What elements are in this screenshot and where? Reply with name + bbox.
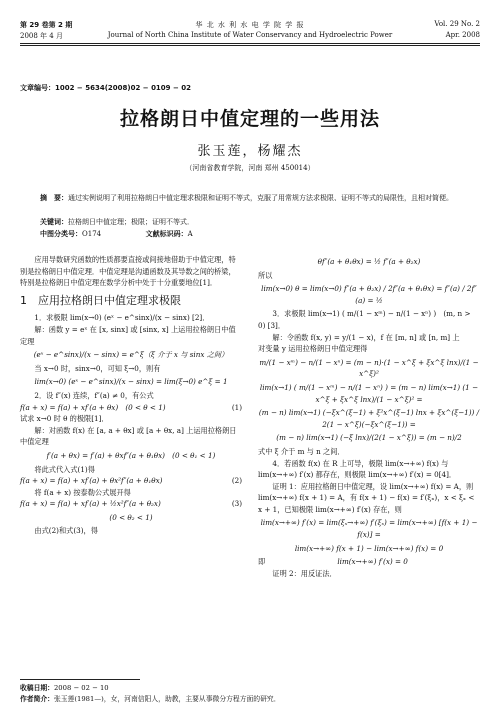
equation-proof-step-2: lim(x→+∞) f(x + 1) − lim(x→+∞) f(x) = 0 [294, 543, 444, 553]
keywords-text: 拉格朗日中值定理；极限；证明不等式． [68, 218, 194, 226]
equation-lagrange-exp: (eˣ − e^sinx)/(x − sinx) = e^ξ（ξ 介于 x 与 sinx 之间） [33, 350, 229, 360]
journal-name-cn: 华 北 水 利 水 电 学 院 学 报 [195, 21, 305, 29]
equation-1: f(a + x) = f(a) + xf′(a + θx) (0 < θ < 1) (1) [20, 402, 242, 412]
abstract [40, 193, 460, 204]
article-title: 拉格朗日中值定理的一些用法 [119, 108, 380, 130]
doc-code: A [187, 230, 193, 238]
header-rule [20, 43, 480, 44]
doc-code-label: 文献标识码： [145, 230, 188, 238]
equation-3: f(a + x) = f(a) + xf′(a) + ½x²f″(a + θ₂x) (3) [20, 499, 242, 509]
example-3: 3．求极限 lim(x→1) ( m/(1 − xᵐ) − n/(1 − xⁿ) ) (m, n > 0) [3]． [258, 309, 471, 330]
date-en: Apr. 2008 [445, 31, 480, 39]
clc-code: O174 [82, 230, 102, 238]
received-date: 收稿日期：2008 − 02 − 10 [20, 684, 109, 692]
left-column [20, 254, 242, 537]
equation-proof-step-1: lim(x→+∞) f′(x) = lim(ξₓ→+∞) f′(ξₓ) = lim(x→+∞) [f(x + 1) − f(x)] = [260, 518, 478, 540]
equation-derivative-mvt: f′(a + θx) = f′(a) + θxf″(a + θ₁θx) (0 < θ₁ < 1) [46, 450, 216, 460]
proof-2-text: 证明 2：用反证法． [272, 568, 337, 578]
author-bio: 作者简介：张玉莲(1981—)，女，河南信阳人，助教，主要从事微分方程方面的研究． [20, 695, 281, 703]
equation-limit-step-3: (m − n) lim(x→1) (−ξ lnx)/(2(1 − x^ξ)) = (m − n)/2 [276, 433, 462, 443]
equation-2: f(a + x) = f(a) + xf′(a) + θx²f″(a + θ₁θx) (2) [20, 476, 242, 486]
header-rule-2 [20, 45, 480, 46]
equation-limit-step-2: (m − n) lim(x→1) (−ξx^(ξ−1) + ξ²x^(ξ−1) lnx + ξx^(ξ−1)) / 2(1 − x^ξ)(−ξx^(ξ−1)) = [258, 408, 480, 429]
equation-theta-limit: lim(x→0) θ = lim(x→0) f″(a + θ₂x) / 2f″(a + θ₁θx) = f″(a) / 2f″(a) = ½ [261, 284, 477, 305]
solution-2-text: 解：对函数 f(x) 在 [a, a + θx] 或 [a + θx, a] 上运用拉格朗日中值定理 [20, 425, 237, 447]
volume-issue-cn: 第 29 卷第 2 期 [20, 21, 73, 29]
journal-name-en: Journal of North China Institute of Water Conservancy and Hydroelectric Power [107, 31, 393, 39]
equation-difference: m/(1 − xᵐ) − n/(1 − xⁿ) = (m − n)·(1 − x^ξ + ξx^ξ lnx)/(1 − x^ξ)² [259, 357, 479, 379]
example-2-question: 试求 x→0 时 θ 的极限[1]． [20, 414, 109, 424]
keywords [40, 217, 460, 228]
solution-3-text-cont: 对变量 y 运用拉格朗日中值定理得 [258, 344, 368, 354]
footnote-rule [20, 679, 140, 680]
solution-2-combine: 由式(2)和式(3)，得 [34, 526, 98, 536]
section-1-heading: 1 应用拉格朗日中值定理求极限 [20, 293, 181, 307]
solution-2-substitute: 将此式代入式(1)得 [34, 464, 95, 474]
solution-3-text: 解：令函数 f(x, y) = y/(1 − x)，f 在 [m, n] 或 [n, m] 上 [272, 332, 460, 342]
classification [40, 229, 460, 240]
equation-limit-step-1: lim(x→1) ( m/(1 − xᵐ) − n/(1 − xⁿ) ) = (m − n) lim(x→1) (1 − x^ξ + ξx^ξ lnx)/(1 − x^ξ)² = [259, 382, 479, 404]
equation-3-condition: (0 < θ₂ < 1) [109, 512, 153, 522]
authors: 张玉莲，杨耀杰 [197, 144, 303, 159]
solution-3-note: 式中 ξ 介于 m 与 n 之间． [258, 446, 345, 456]
abstract-text: 通过实例说明了利用拉格朗日中值定理求极限和证明不等式，克服了用常规方法求极限、证明不等式的局限性，且相对简便。 [68, 194, 453, 202]
equation-proof-result: 即 lim(x→+∞) f′(x) = 0 [258, 557, 408, 567]
clc-label: 中图分类号： [40, 230, 82, 238]
solution-2-taylor: 将 f(a + x) 按泰勒公式展开得 [34, 487, 131, 497]
equation-limit-result: lim(x→0) (eˣ − e^sinx)/(x − sinx) = lim(ξ→0) e^ξ = 1 [34, 377, 228, 387]
equation-theta-relation: θf″(a + θ₁θx) = ½ f″(a + θ₂x) [317, 257, 421, 266]
solution-1-text: 解：函数 y = eˣ 在 [x, sinx] 或 [sinx, x] 上运用拉格朗日中值定理 [20, 324, 236, 346]
solution-1-limit-text: 当 x→0 时，sinx→0，可知 ξ→0，则有 [34, 363, 161, 373]
proof-1-text: 证明 1：应用拉格朗日中值定理，设 lim(x→+∞) f(x) = A，则 lim(x→+∞) f(x + 1) = A，有 f(x + 1) − f(x) = f′(ξₓ)，x < ξₓ < x + 1，已知极限 lim(x→+∞) f′(x) 存在，则 [258, 481, 475, 514]
example-4: 4．若函数 f(x) 在 R 上可导，极限 lim(x→+∞) f(x) 与 lim(x→+∞) f′(x) 都存在，则极限 lim(x→+∞) f′(x) = 0[4]． [258, 458, 457, 480]
volume-issue-en: Vol. 29 No. 2 [434, 20, 480, 28]
keywords-label: 关键词： [40, 218, 68, 226]
date-cn: 2008 年 4 月 [20, 32, 63, 40]
affiliation: （河南省教育学院，河南 郑州 450014） [185, 164, 315, 172]
example-2: 2．设 f″(x) 连续，f″(a) ≠ 0，有公式 [34, 390, 154, 400]
example-1: 1．求极限 lim(x→0) (eˣ − e^sinx)/(x − sinx) [2]． [34, 313, 210, 323]
so-label: 所以 [258, 270, 273, 280]
right-column [258, 254, 480, 579]
abstract-label: 摘 要： [40, 194, 68, 202]
intro-paragraph: 应用导数研究函数的性质都要直接或间接地借助于中值定理，特别是拉格朗日中值定理．中值定理是沟通函数及其导数之间的桥梁，特别是拉格朗日中值定理在数学分析中处于十分重要地位[1]． [20, 255, 236, 288]
